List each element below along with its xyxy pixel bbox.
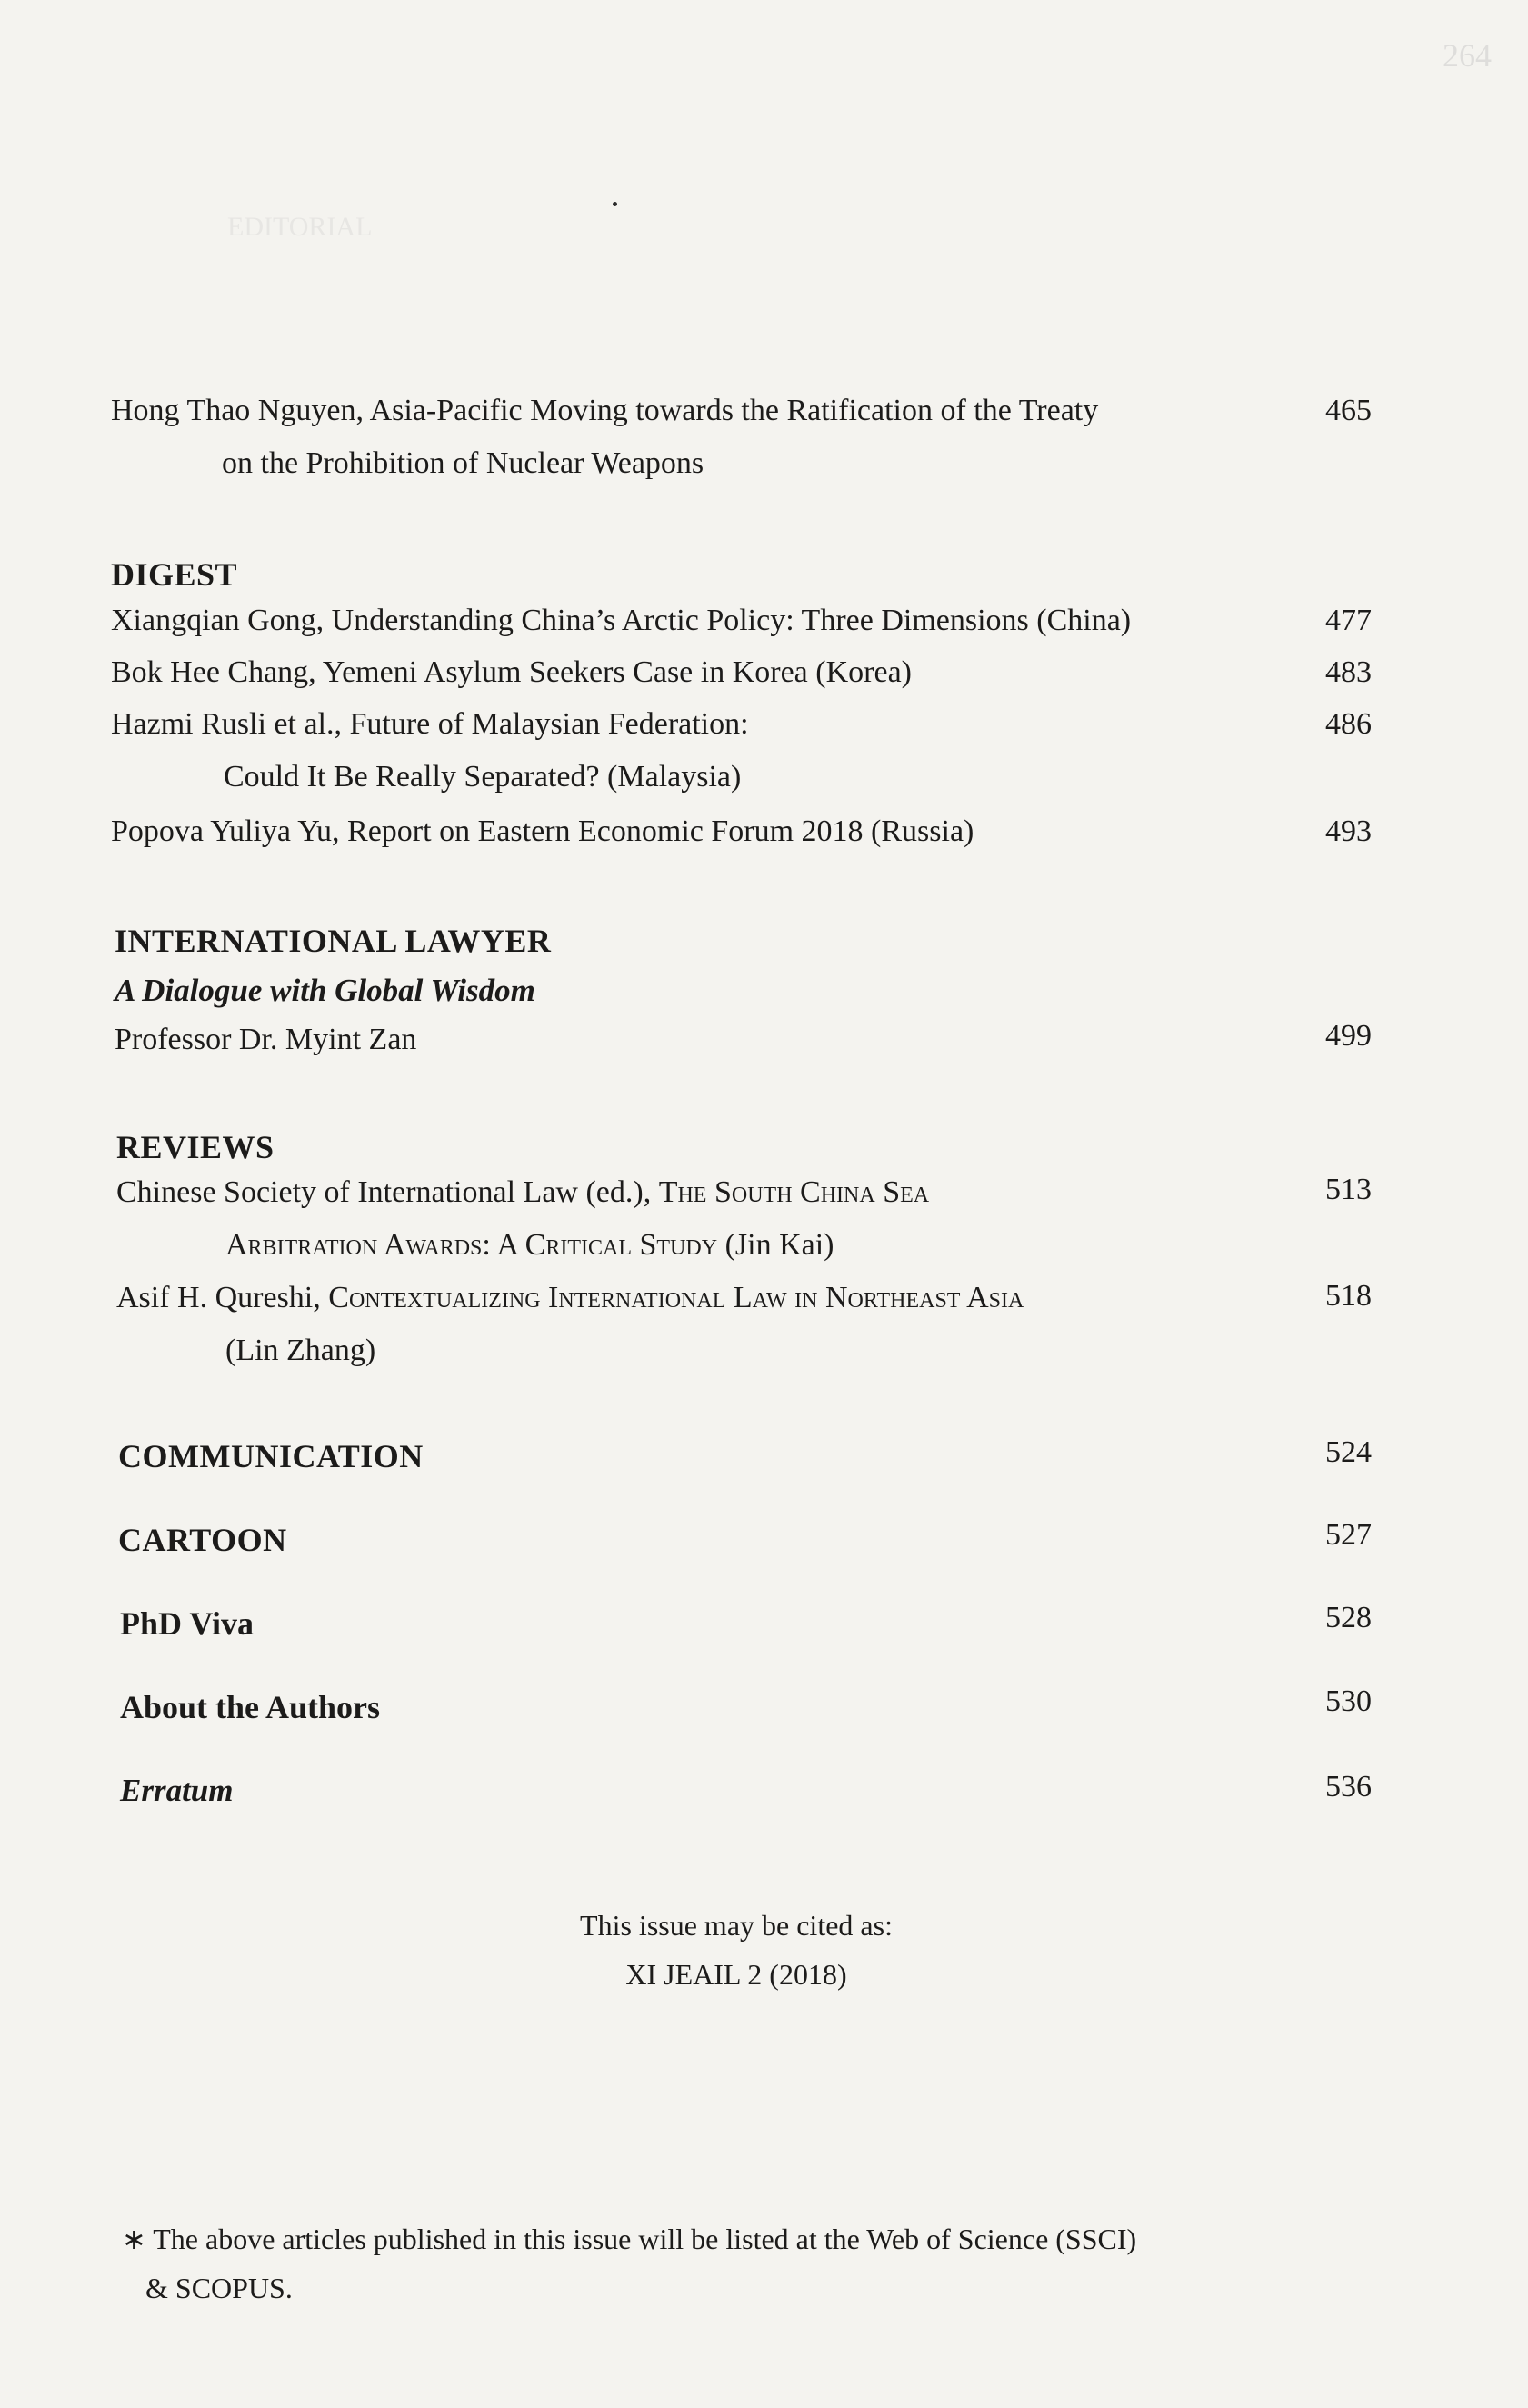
toc-entry-gong[interactable] xyxy=(111,601,1311,641)
toc-page-number: 536 xyxy=(1325,1770,1372,1804)
review-reviewer: (Lin Zhang) xyxy=(225,1334,376,1367)
bleed-through-page-number: 264 xyxy=(1443,37,1492,74)
toc-page-number: 518 xyxy=(1325,1279,1372,1313)
section-heading-digest: DIGEST xyxy=(111,556,238,593)
ink-dot xyxy=(613,202,617,206)
toc-entry-line2: Could It Be Really Separated? (Malaysia) xyxy=(224,760,742,794)
section-subheading: A Dialogue with Global Wisdom xyxy=(115,973,535,1008)
toc-section-communication[interactable]: COMMUNICATION xyxy=(118,1438,424,1474)
review-title-cont: Arbitration Awards: A Critical Study xyxy=(225,1228,718,1262)
toc-page-number: 513 xyxy=(1325,1173,1372,1206)
section-heading-reviews: REVIEWS xyxy=(116,1129,275,1165)
toc-section-cartoon[interactable]: CARTOON xyxy=(118,1522,287,1558)
toc-entry-myint-zan[interactable] xyxy=(115,1020,1296,1060)
toc-page-number: 499 xyxy=(1325,1019,1372,1053)
toc-entry-line1: Bok Hee Chang, Yemeni Asylum Seekers Case in Korea (Korea) xyxy=(111,655,912,689)
toc-entry-review-south-china-sea[interactable] xyxy=(116,1173,1298,1264)
footnote-line1: ∗ The above articles published in this issue will be listed at the Web of Science (SSCI) xyxy=(122,2223,1137,2255)
citation-label: This issue may be cited as: xyxy=(580,1909,893,1942)
review-reviewer: (Jin Kai) xyxy=(717,1228,834,1262)
review-title: Contextualizing International Law in Northeast Asia xyxy=(328,1281,1024,1314)
toc-entry-line1: Xiangqian Gong, Understanding China’s Arctic Policy: Three Dimensions (China) xyxy=(111,604,1132,637)
toc-page-number: 527 xyxy=(1325,1518,1372,1552)
toc-page-number: 524 xyxy=(1325,1435,1372,1469)
toc-page-number: 530 xyxy=(1325,1684,1372,1718)
toc-entry-nguyen[interactable] xyxy=(111,391,1311,480)
toc-section-phd-viva[interactable]: PhD Viva xyxy=(120,1605,255,1642)
toc-page-number: 465 xyxy=(1325,394,1372,427)
toc-entry-review-qureshi[interactable] xyxy=(116,1278,1298,1369)
toc-entry-yuliya[interactable] xyxy=(111,812,1311,852)
citation-value: XI JEAIL 2 (2018) xyxy=(625,1958,847,1991)
toc-entry-rusli[interactable] xyxy=(111,704,1311,795)
toc-entry-line1: Hazmi Rusli et al., Future of Malaysian Federation: xyxy=(111,707,749,741)
review-author: Asif H. Qureshi, xyxy=(116,1281,329,1314)
toc-section-about-authors[interactable]: About the Authors xyxy=(120,1689,381,1725)
toc-section-erratum[interactable]: Erratum xyxy=(120,1773,234,1808)
section-heading-international-lawyer: INTERNATIONAL LAWYER xyxy=(115,923,552,959)
toc-entry-line1: Professor Dr. Myint Zan xyxy=(115,1023,417,1056)
review-author: Chinese Society of International Law (ed.), xyxy=(116,1175,659,1209)
review-title: The South China Sea xyxy=(658,1175,930,1209)
toc-page-number: 528 xyxy=(1325,1601,1372,1634)
toc-entry-line1: Hong Thao Nguyen, Asia-Pacific Moving towards the Ratification of the Treaty xyxy=(111,394,1099,427)
toc-entry-line2: on the Prohibition of Nuclear Weapons xyxy=(222,446,704,480)
toc-page-number: 477 xyxy=(1325,604,1372,637)
toc-page-number: 486 xyxy=(1325,707,1372,741)
toc-page-number: 483 xyxy=(1325,655,1372,689)
toc-entry-line1: Popova Yuliya Yu, Report on Eastern Economic Forum 2018 (Russia) xyxy=(111,814,974,848)
toc-page-number: 493 xyxy=(1325,814,1372,848)
footnote-line2: & SCOPUS. xyxy=(145,2272,293,2304)
bleed-through-text: EDITORIAL xyxy=(227,212,373,242)
toc-entry-chang[interactable] xyxy=(111,653,1311,693)
